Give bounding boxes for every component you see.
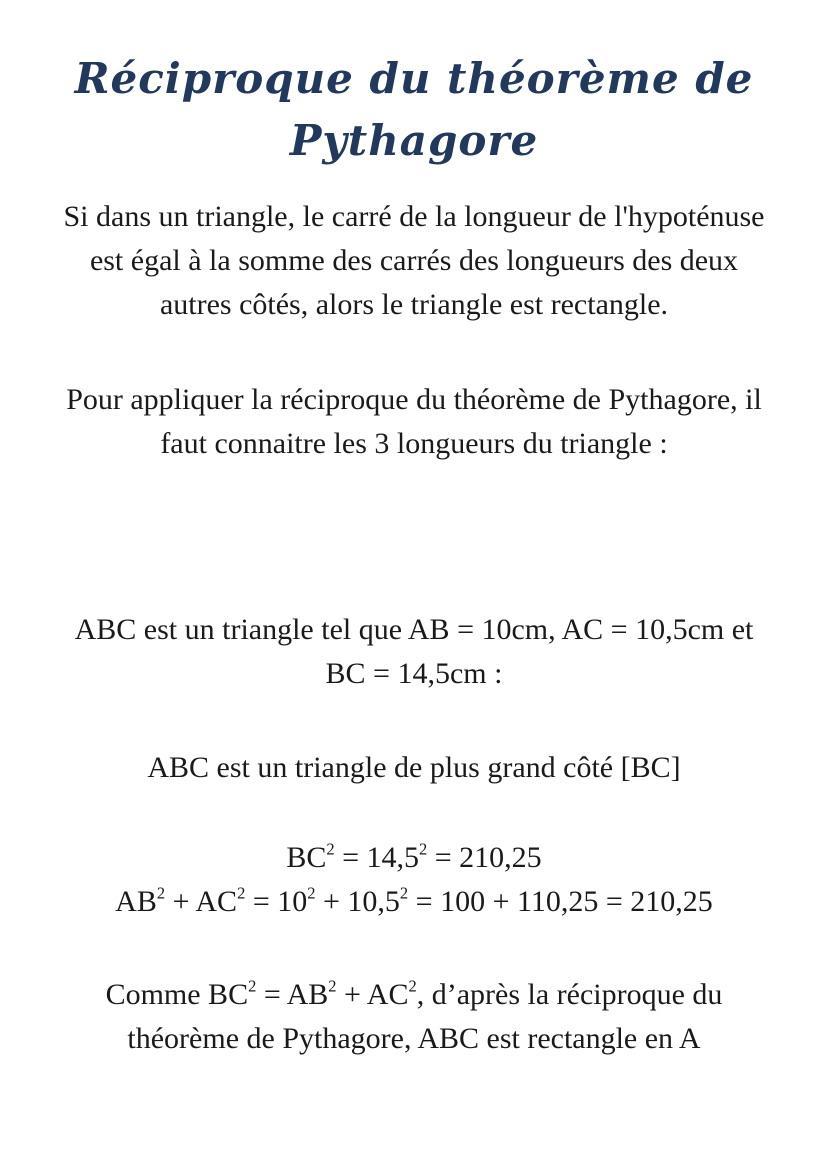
theorem-line-1: Si dans un triangle, le carré de la longueur de l'hypoténuse xyxy=(63,200,765,233)
theorem-paragraph xyxy=(20,195,808,327)
application-line-2: faut connaitre les 3 longueurs du triangle : xyxy=(160,427,668,460)
conclusion-paragraph xyxy=(20,973,808,1061)
theorem-line-2: est égal à la somme des carrés des longueurs des deux xyxy=(89,244,739,277)
theorem-line-3: autres côtés, alors le triangle est rectangle. xyxy=(159,288,669,321)
application-line-1: Pour appliquer la réciproque du théorème de Pythagore, il xyxy=(66,383,762,416)
application-paragraph xyxy=(20,378,808,466)
example-statement xyxy=(20,608,808,696)
calc-sum-line: $AB^2 + AC^2 = 10^2 + 10,5^2 = 100 + 110,25 = 210,25$ xyxy=(115,883,713,918)
statement-line-2: BC = 14,5cm : xyxy=(325,657,503,690)
page-title xyxy=(0,48,828,172)
calc-bc-line: $BC^2 = 14,5^2 = 210,25$ xyxy=(286,839,542,874)
conclusion-line-2: théorème de Pythagore, ABC est rectangle en A xyxy=(127,1022,701,1055)
title-line-2: Pythagore xyxy=(289,116,539,165)
title-line-1: Réciproque du théorème de xyxy=(74,54,754,103)
statement-line-1: ABC est un triangle tel que AB = 10cm, AC = 10,5cm et xyxy=(74,613,754,646)
calculation-block xyxy=(20,836,808,924)
conclusion-line-1: Comme $BC^2 = AB^2 + AC^2$, d’après la réciproque du xyxy=(105,976,723,1011)
longest-side-sentence: ABC est un triangle de plus grand côté [BC] xyxy=(147,751,681,784)
